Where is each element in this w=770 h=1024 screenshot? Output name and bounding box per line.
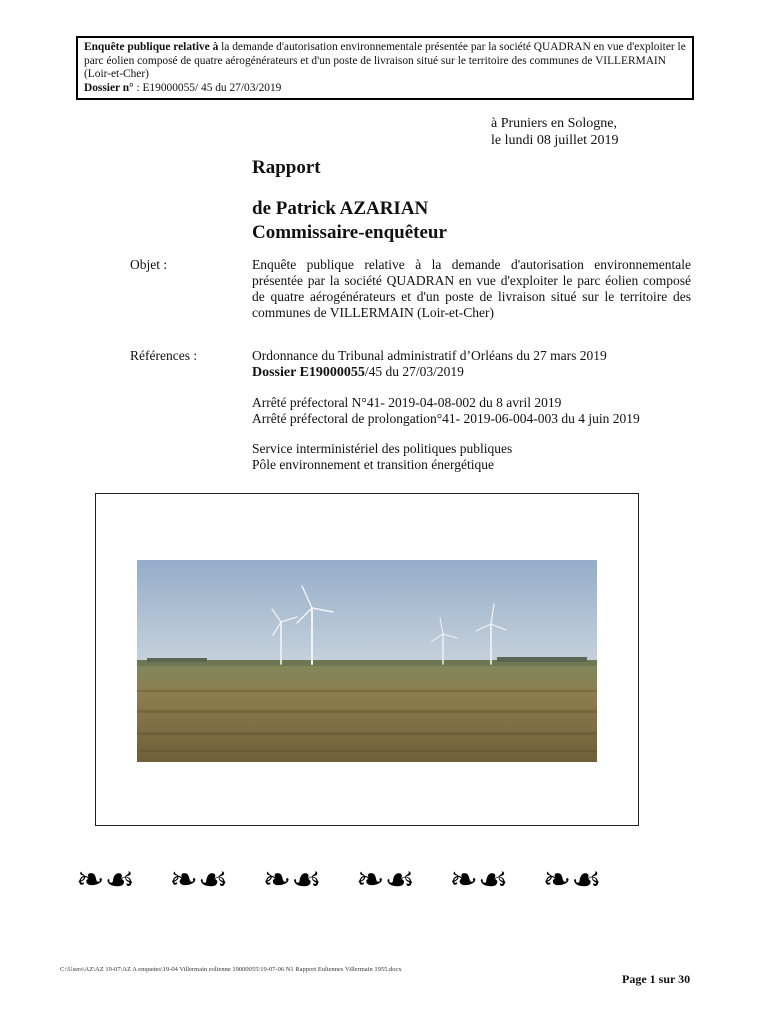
author-block	[252, 197, 447, 245]
ornament-divider	[72, 858, 632, 898]
ornament-pair: ❧☙	[76, 860, 135, 898]
objet-label: Objet :	[130, 257, 168, 272]
ref-service-2: Pôle environnement et transition énergétique	[252, 457, 494, 472]
header-box	[76, 36, 694, 100]
ornament-glyphs	[76, 860, 602, 898]
footer-file-path: C:\Users\AZ\AZ 19-07\AZ A enquetes\19-04 Villermain eolienne 19000055\19-07-06 N1 Rapport Eoliennes Villermain 1955.docx	[60, 966, 402, 973]
sky	[137, 560, 597, 666]
ornament-pair: ❧☙	[356, 860, 415, 898]
dateline	[491, 115, 619, 149]
page-number: Page 1 sur 30	[622, 972, 691, 986]
ornament-pair: ❧☙	[449, 860, 509, 898]
page-title: Rapport	[252, 157, 321, 178]
ref-ordonnance: Ordonnance du Tribunal administratif d’Orléans du 27 mars 2019	[252, 348, 607, 363]
references-label: Références :	[130, 348, 198, 363]
photo-frame	[95, 493, 639, 826]
ref-dossier-bold: Dossier E19000055	[252, 365, 365, 380]
ornament-pair: ❧☙	[542, 860, 602, 898]
author-name: de Patrick AZARIAN	[252, 198, 429, 219]
dateline-place: à Pruniers en Sologne,	[491, 116, 617, 131]
ref-dossier-rest: /45 du 27/03/2019	[364, 364, 464, 379]
ref-arrete-1: Arrêté préfectoral N°41- 2019-04-08-002 du 8 avril 2019	[252, 395, 562, 410]
ref-dossier	[252, 364, 691, 381]
ref-arrete-2: Arrêté préfectoral de prolongation°41- 2019-06-004-003 du 4 juin 2019	[252, 411, 640, 426]
objet-text: Enquête publique relative à la demande d'autorisation environnementale présentée par la société QUADRAN en vue d'exploiter le parc éolien composé de quatre aérogénérateurs et d'un poste de livraison situé sur le territoire des communes de VILLERMAIN (Loir-et-Cher)	[252, 257, 691, 320]
wind-farm-photo	[137, 560, 597, 762]
author-role: Commissaire-enquêteur	[252, 222, 447, 243]
ref-service-1: Service interministériel des politiques publiques	[252, 441, 513, 456]
header-bold-lead: Enquête publique relative à	[84, 41, 219, 53]
ornament-pair: ❧☙	[169, 860, 229, 898]
dateline-date: le lundi 08 juillet 2019	[491, 133, 619, 148]
ornament-pair: ❧☙	[262, 860, 322, 898]
references-block	[252, 348, 691, 473]
header-dossier-value: : E19000055/ 45 du 27/03/2019	[133, 81, 282, 94]
header-text: la demande d'autorisation environnementale présentée par la société QUADRAN en vue d'exploiter le parc éolien composé de quatre aérogénérateurs et d'un poste de livraison situé sur le territoire des communes de VILLERMAIN (Loir-et-Cher)	[84, 41, 686, 81]
header-dossier-label: Dossier n°	[84, 81, 134, 94]
